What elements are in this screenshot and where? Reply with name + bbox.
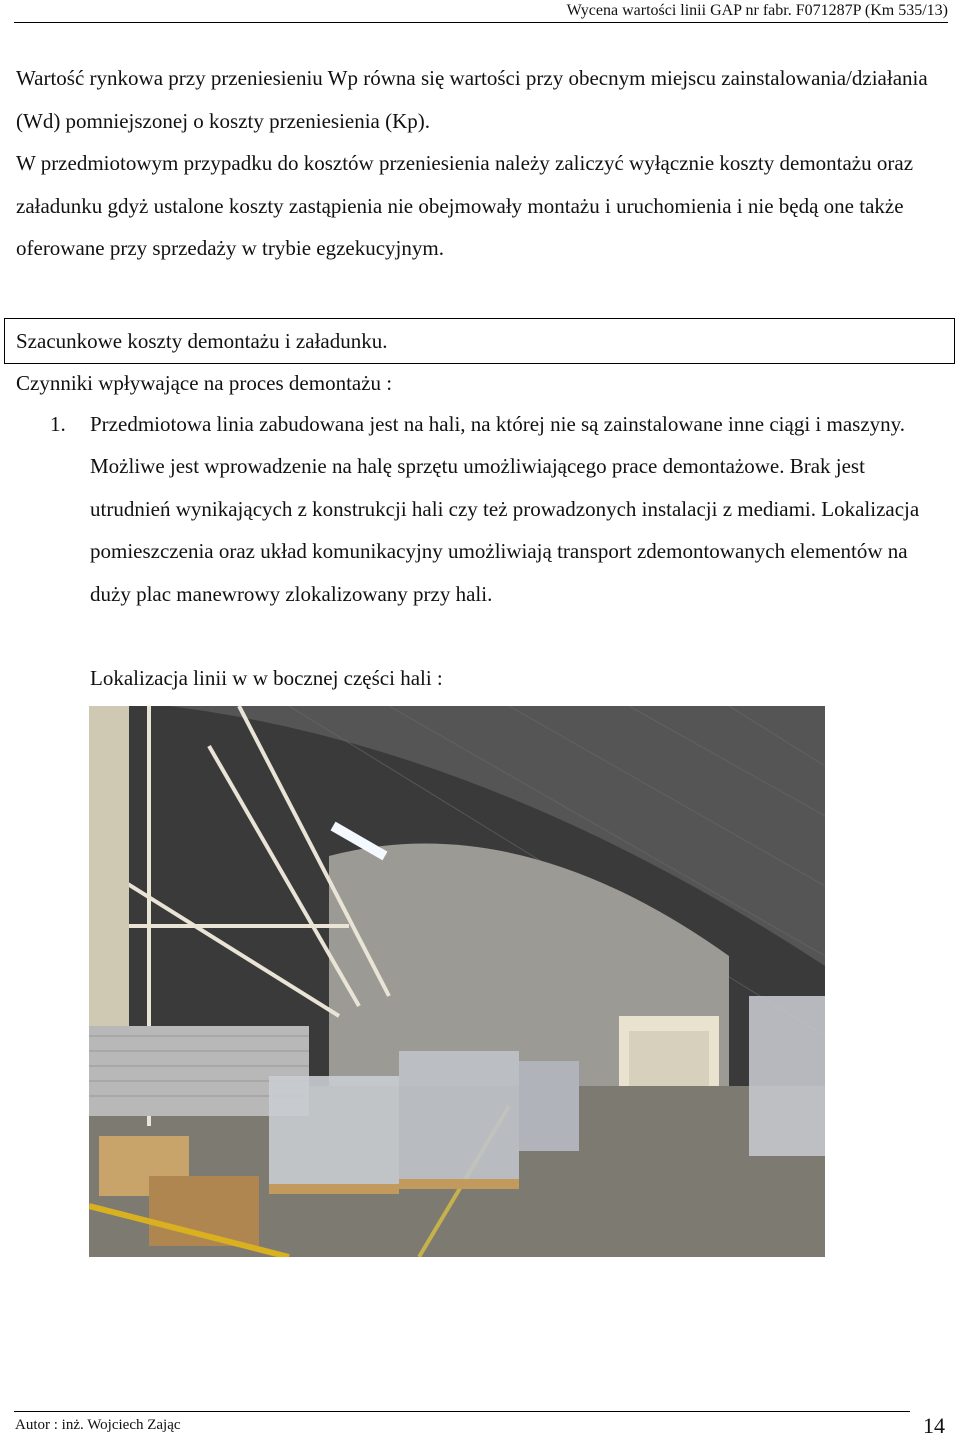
factors-label: Czynniki wpływające na proces demontażu :: [16, 371, 393, 395]
section-heading-box: [4, 318, 955, 364]
page-header: [14, 0, 948, 23]
footer-divider: [14, 1411, 910, 1412]
photo-caption: Lokalizacja linii w w bocznej części hali :: [90, 666, 443, 690]
intro-paragraph-2: W przedmiotowym przypadku do kosztów przeniesienia należy zaliczyć wyłącznie koszty demontażu oraz załadunku gdyż ustalone koszty zastąpienia nie obejmowały montażu i uruchomienia i nie będą one także oferowane przy sprzedaży w trybie egzekucyjnym.: [16, 151, 914, 260]
intro-text: [16, 57, 941, 270]
hall-photo-illustration: [89, 706, 825, 1257]
footer-author: Autor : inż. Wojciech Zając: [15, 1417, 181, 1433]
list-item-text: Przedmiotowa linia zabudowana jest na hali, na której nie są zainstalowane inne ciągi i maszyny. Możliwe jest wprowadzenie na halę sprzętu umożliwiającego prace demontażowe. Brak jest utrudnień wynikających z konstrukcji hali czy też prowadzonych instalacji z mediami. Lokalizacja pomieszczenia oraz układ komunikacyjny umożliwiają transport zdemontowanych elementów na duży plac manewrowy zlokalizowany przy hali.: [90, 412, 920, 606]
document-title: Wycena wartości linii GAP nr fabr. F071287P (Km 535/13): [566, 2, 948, 19]
list-item-number: 1.: [50, 412, 66, 436]
page-number: 14: [923, 1413, 945, 1438]
factors-list: [50, 403, 950, 615]
hall-photo: [89, 706, 825, 1257]
list-item: [50, 403, 950, 615]
section-heading: Szacunkowe koszty demontażu i załadunku.: [16, 329, 388, 353]
intro-paragraph-1: Wartość rynkowa przy przeniesieniu Wp równa się wartości przy obecnym miejscu zainstalowania/działania (Wd) pomniejszonej o koszty przeniesienia (Kp).: [16, 66, 928, 133]
